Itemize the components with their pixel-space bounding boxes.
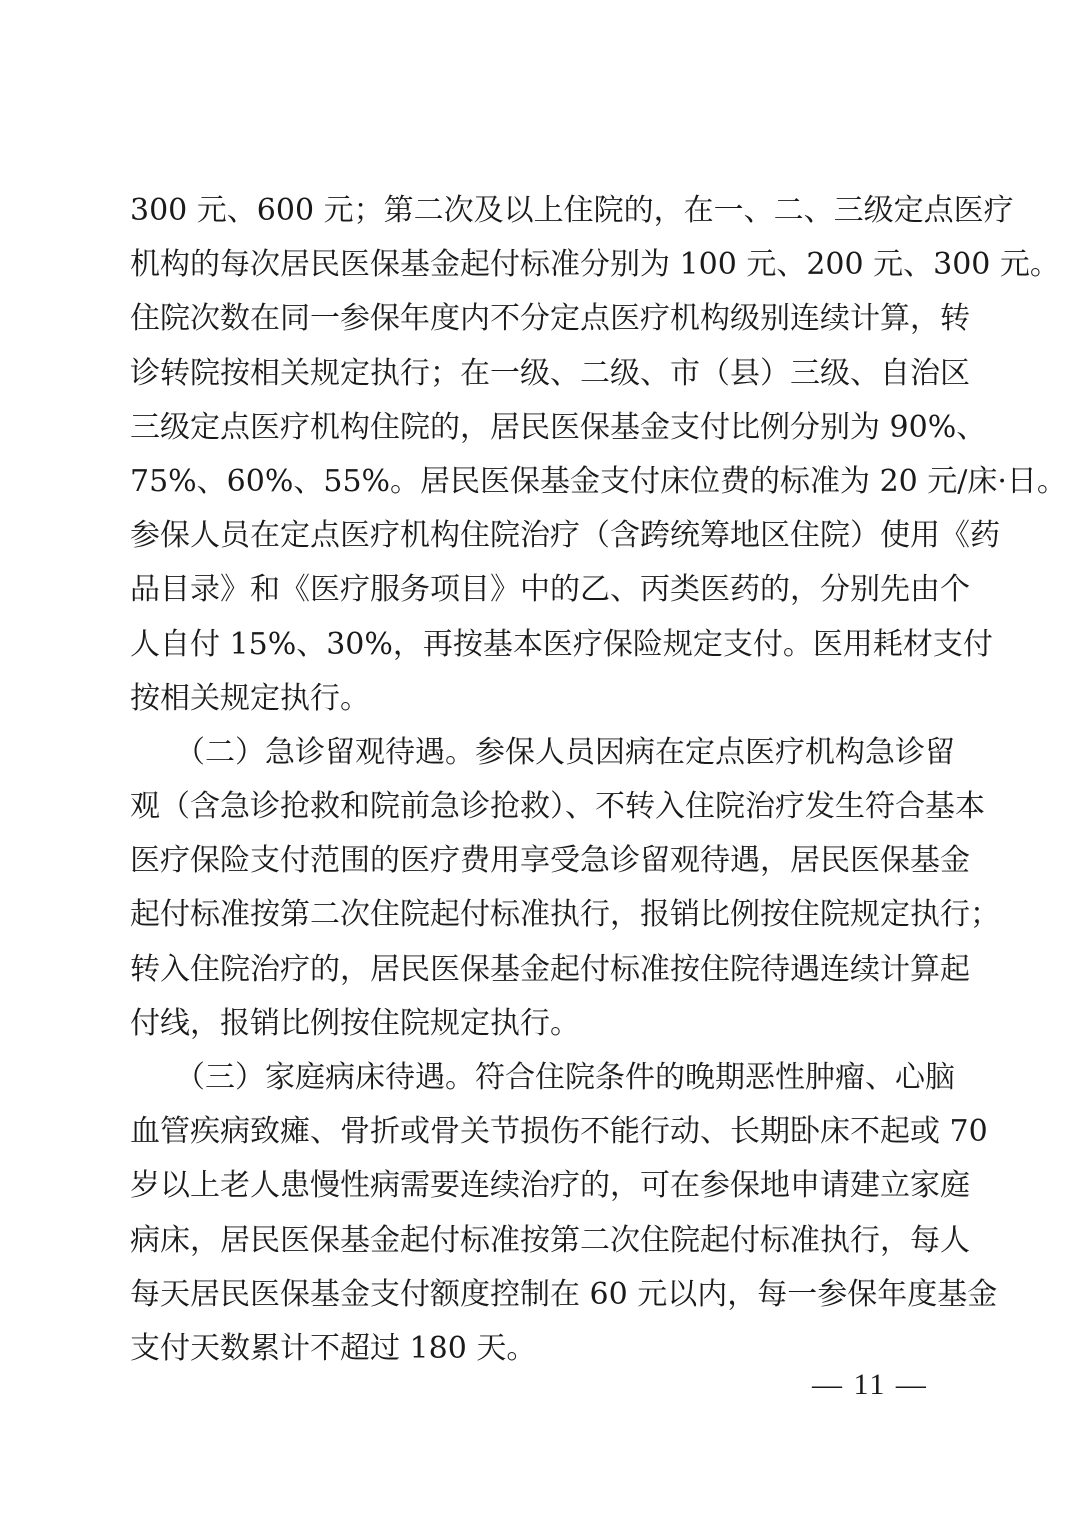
text-line: （二）急诊留观待遇。参保人员因病在定点医疗机构急诊留 [130,734,955,770]
text-line: 机构的每次居民医保基金起付标准分别为 100 元、200 元、300 元。 [130,247,1060,283]
text-line: 岁以上老人患慢性病需要连续治疗的，可在参保地申请建立家庭 [130,1168,970,1204]
text-line: 75%、60%、55%。居民医保基金支付床位费的标准为 20 元/床·日。 [130,463,1067,499]
text-line: 支付天数累计不超过 180 天。 [130,1330,537,1366]
text-line: 三级定点医疗机构住院的，居民医保基金支付比例分别为 90%、 [130,409,987,445]
page-number: — 11 — [812,1368,928,1401]
text-line: 每天居民医保基金支付额度控制在 60 元以内，每一参保年度基金 [130,1276,998,1312]
text-line: 病床，居民医保基金起付标准按第二次住院起付标准执行，每人 [130,1222,970,1258]
text-line: 起付标准按第二次住院起付标准执行，报销比例按住院规定执行； [130,897,1000,933]
text-line: 300 元、600 元；第二次及以上住院的，在一、二、三级定点医疗 [130,193,1014,228]
text-line: 付线，报销比例按住院规定执行。 [130,1005,580,1041]
text-line: 住院次数在同一参保年度内不分定点医疗机构级别连续计算，转 [130,301,970,337]
body-text [130,184,1067,1376]
text-line: 转入住院治疗的，居民医保基金起付标准按住院待遇连续计算起 [130,951,970,987]
text-line: 参保人员在定点医疗机构住院治疗（含跨统筹地区住院）使用《药 [130,518,1000,554]
text-line: 品目录》和《医疗服务项目》中的乙、丙类医药的，分别先由个 [130,572,970,608]
text-line: 医疗保险支付范围的医疗费用享受急诊留观待遇，居民医保基金 [130,843,970,879]
text-line: （三）家庭病床待遇。符合住院条件的晚期恶性肿瘤、心脑 [130,1060,955,1095]
text-line: 诊转院按相关规定执行；在一级、二级、市（县）三级、自治区 [130,355,970,391]
text-line: 人自付 15%、30%，再按基本医疗保险规定支付。医用耗材支付 [130,626,993,662]
text-line: 血管疾病致瘫、骨折或骨关节损伤不能行动、长期卧床不起或 70 [130,1114,988,1150]
text-line: 观（含急诊抢救和院前急诊抢救）、不转入住院治疗发生符合基本 [130,789,985,825]
text-line: 按相关规定执行。 [130,680,370,716]
